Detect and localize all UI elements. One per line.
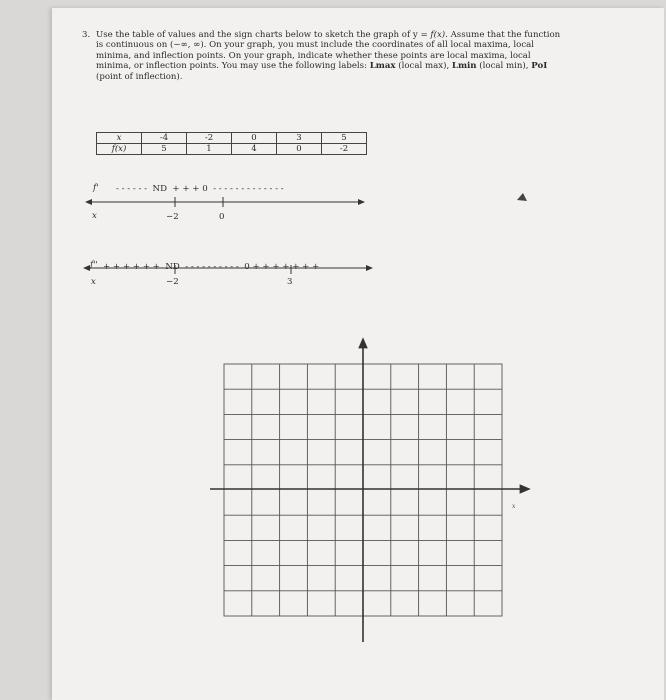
poi-label: PoI <box>531 61 548 72</box>
f-double-prime-tick-label: −2 <box>166 277 179 287</box>
table-cell: 1 <box>187 144 232 155</box>
graph-x-axis-label: x <box>512 503 516 510</box>
f-double-prime-label: f'' <box>90 260 98 270</box>
f-double-prime-signs: + + + + + + ND - - - - - - - - - - 0 + + + + + + + <box>103 262 320 272</box>
table-header-x: x <box>97 133 142 144</box>
f-prime-signs: - - - - - - ND + + + 0 - - - - - - - - - - - - - <box>116 184 284 194</box>
stray-arrow-mark <box>517 193 527 201</box>
table-cell: -2 <box>187 133 232 144</box>
lmin-label: Lmin <box>451 61 477 72</box>
table-cell: 5 <box>322 133 367 144</box>
table-cell: 4 <box>232 144 277 155</box>
f-prime-tick-label: −2 <box>166 212 179 222</box>
table-cell: 3 <box>277 133 322 144</box>
f-double-prime-tick-label: 3 <box>287 277 293 287</box>
table-cell: 5 <box>142 144 187 155</box>
table-cell: -4 <box>142 133 187 144</box>
problem-number: 3. <box>82 30 91 40</box>
f-double-prime-axis-label: x <box>91 277 96 287</box>
f-prime-tick-label: 0 <box>219 212 225 222</box>
table-header-fx: f(x) <box>97 144 142 155</box>
table-cell: 0 <box>277 144 322 155</box>
f-prime-label: f' <box>93 183 99 193</box>
table-cell: 0 <box>232 133 277 144</box>
problem-text: Use the table of values and the sign charts below to sketch the graph of y = f(x). Assume that the function is continuous on (−∞, ∞). On your graph, you must include the coordinates of all local maxima, local minima, and inflection points. On your graph, indicate whether these points are local maxima, local minima, or inflection points. You may use the following labels: Lmax (local max), Lmin (local min), PoI (point of inflection). <box>96 30 561 82</box>
f-prime-axis-label: x <box>92 211 97 221</box>
lmax-label: Lmax <box>369 61 396 72</box>
table-cell: -2 <box>322 144 367 155</box>
